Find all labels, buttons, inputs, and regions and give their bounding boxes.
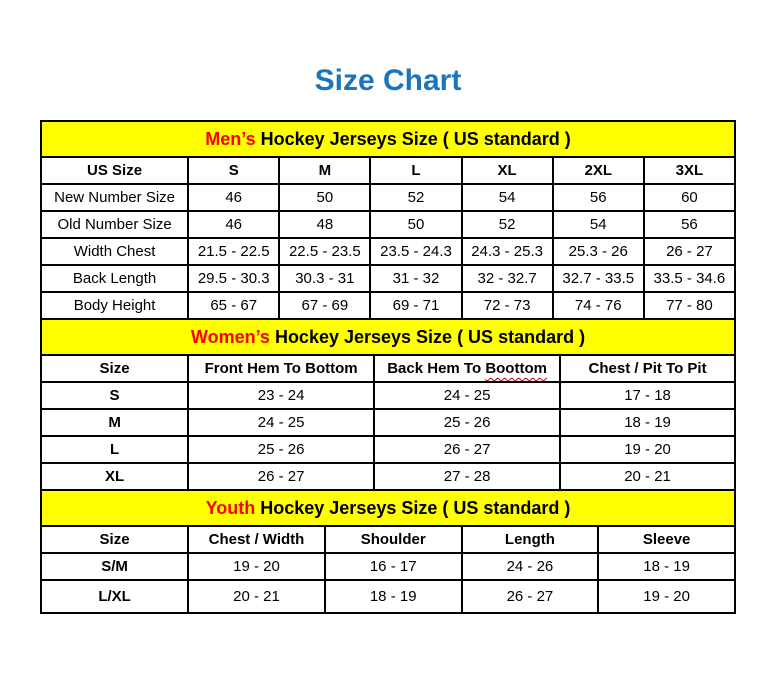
table-row [41, 580, 735, 613]
row-label: Back Length [41, 265, 188, 292]
table-row [41, 184, 735, 211]
cell-value: 69 - 71 [370, 292, 461, 319]
mens-header-row [41, 157, 735, 184]
row-label: Width Chest [41, 238, 188, 265]
cell-value: 74 - 76 [553, 292, 644, 319]
cell-value: 50 [370, 211, 461, 238]
misspelled-word: Boottom [485, 360, 547, 377]
size-chart-tables [40, 120, 736, 614]
womens-band-highlight: Women’s [190, 326, 270, 347]
cell-value: 46 [188, 211, 279, 238]
row-label: S [41, 382, 188, 409]
cell-value: 25.3 - 26 [553, 238, 644, 265]
cell-value: 77 - 80 [644, 292, 735, 319]
cell-value: 22.5 - 23.5 [279, 238, 370, 265]
cell-value: 19 - 20 [560, 436, 735, 463]
row-label: S/M [41, 553, 188, 580]
cell-value: 52 [462, 211, 553, 238]
cell-value: 32.7 - 33.5 [553, 265, 644, 292]
cell-value: 60 [644, 184, 735, 211]
column-header: XL [462, 157, 553, 184]
youth-header-row [41, 526, 735, 553]
table-row [41, 265, 735, 292]
youth-size-table [40, 489, 736, 614]
cell-value: 56 [553, 184, 644, 211]
cell-value: 72 - 73 [462, 292, 553, 319]
table-row [41, 409, 735, 436]
column-header: 3XL [644, 157, 735, 184]
table-row [41, 238, 735, 265]
column-header [374, 355, 560, 382]
cell-value: 52 [370, 184, 461, 211]
cell-value: 25 - 26 [374, 409, 560, 436]
cell-value: 25 - 26 [188, 436, 374, 463]
cell-value: 20 - 21 [188, 580, 325, 613]
row-label: Old Number Size [41, 211, 188, 238]
row-label: New Number Size [41, 184, 188, 211]
column-header: Size [41, 526, 188, 553]
mens-band-rest: Hockey Jerseys Size ( US standard ) [255, 128, 571, 149]
mens-size-table [40, 120, 736, 320]
table-row [41, 292, 735, 319]
table-row [41, 436, 735, 463]
column-header: US Size [41, 157, 188, 184]
column-header: Chest / Width [188, 526, 325, 553]
cell-value: 20 - 21 [560, 463, 735, 490]
table-row [41, 463, 735, 490]
table-row [41, 211, 735, 238]
cell-value: 26 - 27 [374, 436, 560, 463]
column-header: Shoulder [325, 526, 462, 553]
cell-value: 26 - 27 [644, 238, 735, 265]
cell-value: 16 - 17 [325, 553, 462, 580]
youth-band-highlight: Youth [205, 497, 256, 518]
cell-value: 26 - 27 [188, 463, 374, 490]
column-header: Length [462, 526, 599, 553]
mens-band-title [41, 121, 735, 157]
cell-value: 19 - 20 [188, 553, 325, 580]
womens-size-table [40, 318, 736, 491]
cell-value: 65 - 67 [188, 292, 279, 319]
mens-band-highlight: Men’s [205, 128, 256, 149]
column-header: Size [41, 355, 188, 382]
youth-band-rest: Hockey Jerseys Size ( US standard ) [255, 497, 571, 518]
column-header: S [188, 157, 279, 184]
youth-band-title [41, 490, 735, 526]
row-label: XL [41, 463, 188, 490]
cell-value: 29.5 - 30.3 [188, 265, 279, 292]
cell-value: 46 [188, 184, 279, 211]
column-header: Front Hem To Bottom [188, 355, 374, 382]
cell-value: 18 - 19 [560, 409, 735, 436]
cell-value: 24 - 26 [462, 553, 599, 580]
cell-value: 33.5 - 34.6 [644, 265, 735, 292]
page-title: Size Chart [314, 64, 462, 97]
cell-value: 32 - 32.7 [462, 265, 553, 292]
cell-value: 54 [462, 184, 553, 211]
row-label: L [41, 436, 188, 463]
cell-value: 27 - 28 [374, 463, 560, 490]
cell-value: 23.5 - 24.3 [370, 238, 461, 265]
table-row [41, 382, 735, 409]
cell-value: 54 [553, 211, 644, 238]
cell-value: 24 - 25 [188, 409, 374, 436]
cell-value: 21.5 - 22.5 [188, 238, 279, 265]
cell-value: 23 - 24 [188, 382, 374, 409]
column-header: Sleeve [598, 526, 735, 553]
womens-section-band [41, 319, 735, 355]
row-label: Body Height [41, 292, 188, 319]
mens-section-band [41, 121, 735, 157]
cell-value: 56 [644, 211, 735, 238]
cell-value: 30.3 - 31 [279, 265, 370, 292]
row-label: M [41, 409, 188, 436]
womens-band-title [41, 319, 735, 355]
column-header: 2XL [553, 157, 644, 184]
cell-value: 19 - 20 [598, 580, 735, 613]
table-row [41, 553, 735, 580]
cell-value: 50 [279, 184, 370, 211]
cell-value: 18 - 19 [598, 553, 735, 580]
cell-value: 48 [279, 211, 370, 238]
cell-value: 24 - 25 [374, 382, 560, 409]
cell-value: 31 - 32 [370, 265, 461, 292]
womens-header-row [41, 355, 735, 382]
cell-value: 26 - 27 [462, 580, 599, 613]
column-header-text: Back Hem To [387, 360, 486, 377]
cell-value: 17 - 18 [560, 382, 735, 409]
youth-section-band [41, 490, 735, 526]
cell-value: 67 - 69 [279, 292, 370, 319]
row-label: L/XL [41, 580, 188, 613]
cell-value: 24.3 - 25.3 [462, 238, 553, 265]
column-header: L [370, 157, 461, 184]
womens-band-rest: Hockey Jerseys Size ( US standard ) [269, 326, 586, 347]
cell-value: 18 - 19 [325, 580, 462, 613]
column-header: M [279, 157, 370, 184]
column-header: Chest / Pit To Pit [560, 355, 735, 382]
